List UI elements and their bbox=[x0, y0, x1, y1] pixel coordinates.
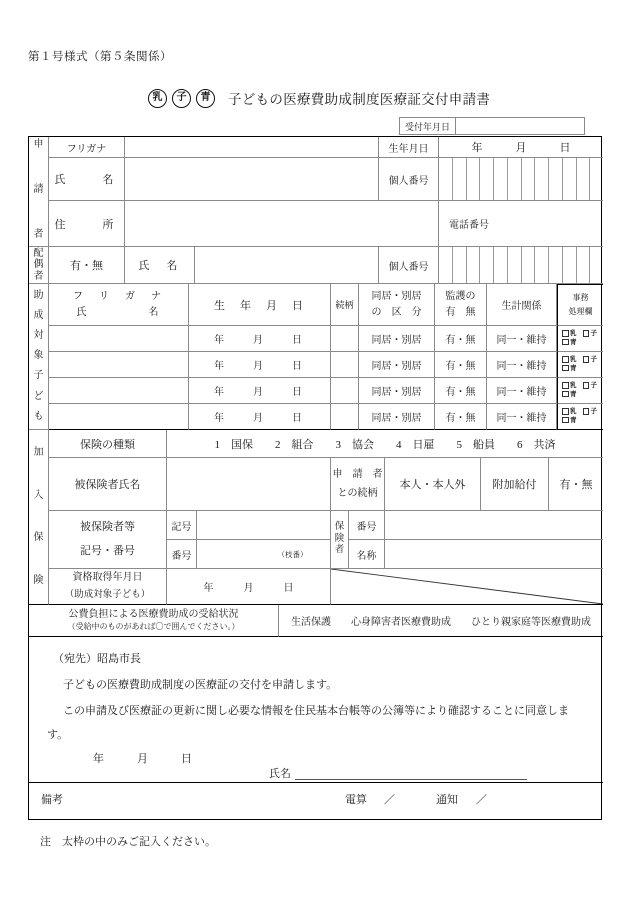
densan-label: 電算 bbox=[345, 794, 367, 806]
applicant-furigana-label: フリガナ bbox=[49, 137, 125, 158]
remarks-label: 備考 bbox=[41, 794, 63, 806]
insurance-type-label: 保険の種類 bbox=[49, 430, 167, 458]
insurance-acquire-label: 資格取得年月日 （助成対象子ども） bbox=[49, 569, 167, 605]
applicant-name-input[interactable] bbox=[125, 158, 379, 201]
spouse-mynumber-input[interactable] bbox=[439, 247, 603, 284]
child-row-1-residence[interactable]: 同居・別居 bbox=[359, 326, 435, 352]
child-row-2-relation-input[interactable] bbox=[331, 352, 359, 378]
statement-date[interactable]: 年 月 日 bbox=[93, 753, 192, 765]
child-row-1-relation-input[interactable] bbox=[331, 326, 359, 352]
child-row-4-admin[interactable]: 乳 子 青 bbox=[557, 404, 603, 430]
receipt-date-label: 受付年月日 bbox=[400, 118, 456, 134]
children-header-relation: 続柄 bbox=[331, 284, 359, 326]
children-header-admin: 事務 処理欄 bbox=[557, 284, 603, 326]
child-row-3-admin[interactable]: 乳 子 青 bbox=[557, 378, 603, 404]
public-aid-options[interactable]: 生活保護 心身障害者医療費助成 ひとり親家庭等医療費助成 bbox=[279, 605, 603, 637]
spouse-presence-options[interactable]: 有・無 bbox=[49, 247, 125, 284]
stamp-ko-icon: 子 bbox=[172, 89, 191, 108]
insurance-number-label: 番号 bbox=[167, 540, 197, 569]
insurance-insurer-number-input[interactable] bbox=[385, 511, 603, 540]
insurance-branch-label[interactable]: （枝番） bbox=[197, 540, 331, 569]
spouse-name-input[interactable] bbox=[195, 247, 379, 284]
applicant-phone-label: 電話番号 bbox=[439, 201, 603, 247]
child-row-2-birth[interactable]: 年 月 日 bbox=[189, 352, 331, 378]
children-header-name: フ リ ガ ナ 氏 名 bbox=[49, 284, 189, 326]
child-row-3-relation-input[interactable] bbox=[331, 378, 359, 404]
children-header-residence: 同居・別居 の 区 分 bbox=[359, 284, 435, 326]
form-title-row bbox=[148, 88, 490, 108]
form-number: 第１号様式（第５条関係） bbox=[28, 51, 172, 63]
page-title: 子どもの医療費助成制度医療証交付申請書 bbox=[228, 92, 491, 107]
public-aid-label: 公費負担による医療費助成の受給状況 （受給中のものがあれば〇で囲んでください。） bbox=[29, 605, 279, 637]
children-side-label: 助 成 対 象 子 ど も bbox=[29, 284, 49, 430]
insurance-side-label: 加 入 保 険 bbox=[29, 430, 49, 605]
child-row-1-custody[interactable]: 有・無 bbox=[435, 326, 487, 352]
diagonal-strike-icon bbox=[331, 569, 603, 604]
child-row-1-name-input[interactable] bbox=[49, 326, 189, 352]
children-header-livelihood: 生計関係 bbox=[487, 284, 557, 326]
insurance-insured-name-input[interactable] bbox=[167, 458, 331, 511]
statement-line-1: 子どもの医療費助成制度の医療証の交付を申請します。 bbox=[63, 679, 338, 691]
children-header-birth: 生 年 月 日 bbox=[189, 284, 331, 326]
applicant-furigana-input[interactable] bbox=[125, 137, 379, 158]
signature-line[interactable] bbox=[295, 779, 527, 780]
applicant-address-input[interactable] bbox=[125, 201, 439, 247]
insurance-relation-options[interactable]: 本人・本人外 bbox=[385, 458, 481, 511]
insurance-unused-area bbox=[331, 569, 603, 605]
receipt-date-box bbox=[399, 117, 585, 135]
child-row-1-birth[interactable]: 年 月 日 bbox=[189, 326, 331, 352]
receipt-date-value[interactable] bbox=[456, 118, 584, 134]
applicant-mynumber-cells bbox=[439, 158, 603, 200]
child-row-4-relation-input[interactable] bbox=[331, 404, 359, 430]
spouse-mynumber-label: 個人番号 bbox=[379, 247, 439, 284]
children-header-custody: 監護の 有 無 bbox=[435, 284, 487, 326]
spouse-side-label: 配 偶 者 bbox=[29, 247, 49, 284]
insurance-insurer-name-input[interactable] bbox=[385, 540, 603, 569]
statement-addressee: （宛先）昭島市長 bbox=[53, 653, 141, 665]
insurance-symbol-number-label: 被保険者等 記号・番号 bbox=[49, 511, 167, 569]
insurance-relation-label: 申 請 者 との続柄 bbox=[331, 458, 385, 511]
child-row-3-name-input[interactable] bbox=[49, 378, 189, 404]
child-row-1-livelihood[interactable]: 同一・維持 bbox=[487, 326, 557, 352]
child-row-3-residence[interactable]: 同居・別居 bbox=[359, 378, 435, 404]
spouse-mynumber-cells bbox=[439, 247, 603, 283]
statement-line-3: す。 bbox=[47, 729, 69, 741]
tsuchi-value[interactable]: ／ bbox=[476, 794, 487, 806]
applicant-side-label: 申 請 者 bbox=[29, 137, 49, 247]
tsuchi-label: 通知 bbox=[436, 794, 458, 806]
main-form-table bbox=[28, 136, 602, 820]
child-row-4-residence[interactable]: 同居・別居 bbox=[359, 404, 435, 430]
child-row-2-name-input[interactable] bbox=[49, 352, 189, 378]
insurance-insured-name-label: 被保険者氏名 bbox=[49, 458, 167, 511]
insurance-insurer-number-label: 番号 bbox=[349, 511, 385, 540]
statement-line-2: この申請及び医療証の更新に関し必要な情報を住民基本台帳等の公簿等により確認することに同意しま bbox=[63, 705, 569, 717]
statement-block bbox=[29, 637, 603, 783]
insurance-insurer-name-label: 名称 bbox=[349, 540, 385, 569]
applicant-birth-label: 生年月日 bbox=[379, 137, 439, 158]
applicant-name-label: 氏 名 bbox=[49, 158, 125, 201]
child-row-3-custody[interactable]: 有・無 bbox=[435, 378, 487, 404]
insurance-extra-benefit-label: 附加給付 bbox=[481, 458, 549, 511]
signature-label: 氏名 bbox=[269, 768, 291, 780]
child-row-2-custody[interactable]: 有・無 bbox=[435, 352, 487, 378]
spouse-name-label: 氏 名 bbox=[125, 247, 195, 284]
applicant-mynumber-label: 個人番号 bbox=[379, 158, 439, 201]
insurance-symbol-label: 記号 bbox=[167, 511, 197, 540]
child-row-2-livelihood[interactable]: 同一・維持 bbox=[487, 352, 557, 378]
densan-value[interactable]: ／ bbox=[384, 794, 395, 806]
child-row-3-livelihood[interactable]: 同一・維持 bbox=[487, 378, 557, 404]
insurance-type-options[interactable]: 1 国保 2 組合 3 協会 4 日雇 5 船員 6 共済 bbox=[167, 430, 603, 458]
stamp-nyu-icon: 乳 bbox=[148, 89, 167, 108]
child-row-1-admin[interactable]: 乳 子 青 bbox=[557, 326, 603, 352]
form-note: 注 太枠の中のみご記入ください。 bbox=[40, 836, 216, 848]
child-row-4-livelihood[interactable]: 同一・維持 bbox=[487, 404, 557, 430]
applicant-mynumber-input[interactable] bbox=[439, 158, 603, 201]
child-row-4-custody[interactable]: 有・無 bbox=[435, 404, 487, 430]
applicant-birth-value[interactable]: 年 月 日 bbox=[439, 137, 603, 158]
child-row-4-name-input[interactable] bbox=[49, 404, 189, 430]
insurance-insurer-side-label: 保 険 者 bbox=[331, 511, 349, 569]
child-row-4-birth[interactable]: 年 月 日 bbox=[189, 404, 331, 430]
remarks-row[interactable] bbox=[29, 783, 603, 821]
child-row-2-admin[interactable]: 乳 子 青 bbox=[557, 352, 603, 378]
stamp-sei-icon: 青 bbox=[196, 89, 215, 108]
insurance-symbol-input[interactable] bbox=[197, 511, 331, 540]
insurance-acquire-date[interactable]: 年 月 日 bbox=[167, 569, 331, 605]
applicant-address-label: 住 所 bbox=[49, 201, 125, 247]
child-row-3-birth[interactable]: 年 月 日 bbox=[189, 378, 331, 404]
child-row-2-residence[interactable]: 同居・別居 bbox=[359, 352, 435, 378]
insurance-extra-benefit-options[interactable]: 有・無 bbox=[549, 458, 603, 511]
